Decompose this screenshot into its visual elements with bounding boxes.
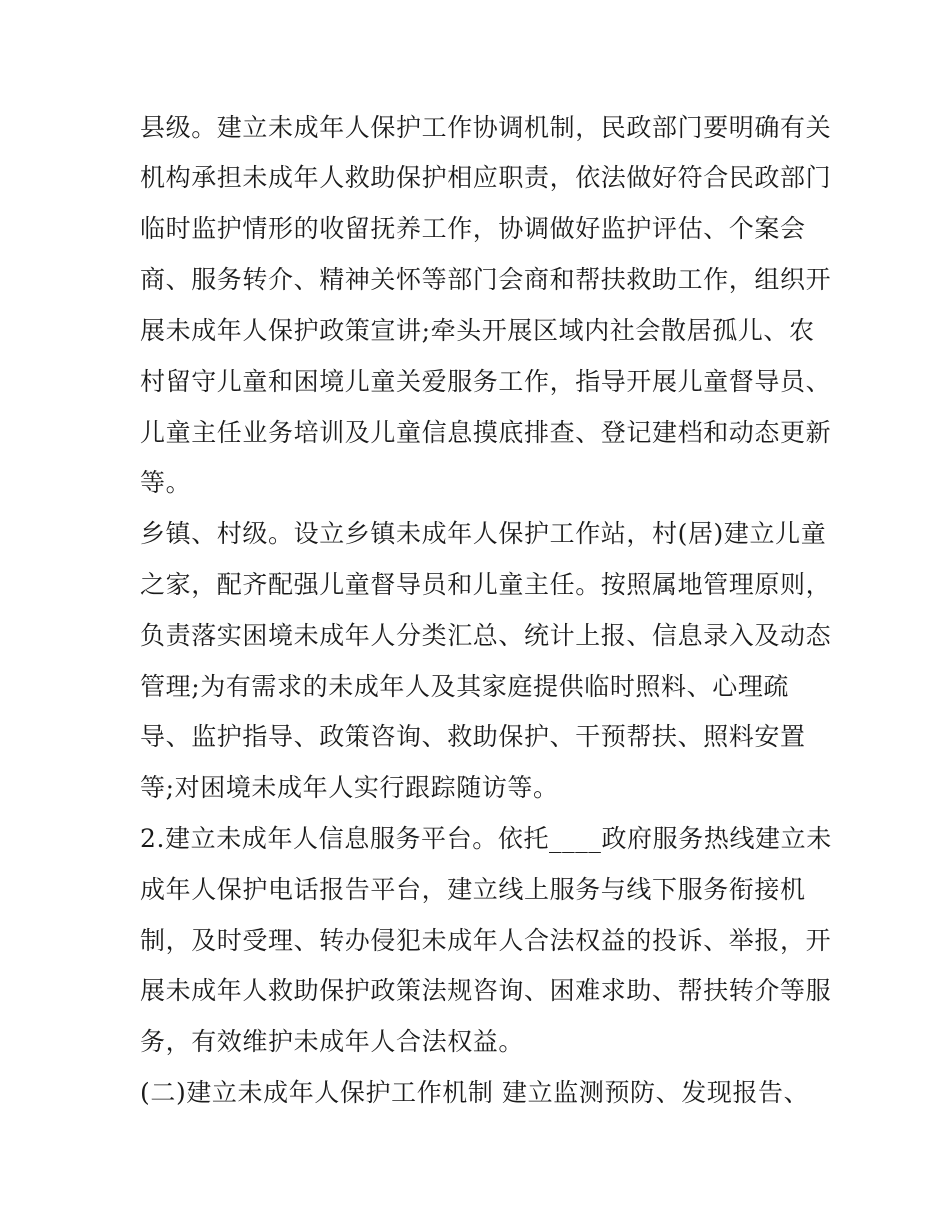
text-line: 展未成年人保护政策宣讲;牵头开展区域内社会散居孤儿、农: [140, 316, 815, 345]
text-line: 等。: [140, 468, 192, 497]
text-line: 儿童主任业务培训及儿童信息摸底排查、登记建档和动态更新: [140, 418, 832, 447]
text-line: 成年人保护电话报告平台，建立线上服务与线下服务衔接机: [140, 875, 806, 904]
text-line: 负责落实困境未成年人分类汇总、统计上报、信息录入及动态: [140, 621, 832, 650]
text-line: 导、监护指导、政策咨询、救助保护、干预帮扶、照料安置: [140, 722, 806, 751]
text-line: 2.建立未成年人信息服务平台。依托____政府服务热线建立未: [140, 824, 832, 853]
text-line: 展未成年人救助保护政策法规咨询、困难求助、帮扶转介等服: [140, 976, 832, 1005]
text-line: 县级。建立未成年人保护工作协调机制，民政部门要明确有关: [140, 113, 832, 142]
text-line: 机构承担未成年人救助保护相应职责，依法做好符合民政部门: [140, 163, 832, 192]
text-line: 之家，配齐配强儿童督导员和儿童主任。按照属地管理原则，: [140, 570, 832, 599]
text-line: 等;对困境未成年人实行跟踪随访等。: [140, 773, 559, 802]
text-line: 管理;为有需求的未成年人及其家庭提供临时照料、心理疏: [140, 672, 790, 701]
text-line: 制，及时受理、转办侵犯未成年人合法权益的投诉、举报，开: [140, 926, 832, 955]
text-line: 临时监护情形的收留抚养工作，协调做好监护评估、个案会: [140, 214, 806, 243]
text-line: 务，有效维护未成年人合法权益。: [140, 1027, 525, 1056]
text-line: 村留守儿童和困境儿童关爱服务工作，指导开展儿童督导员、: [140, 367, 832, 396]
text-line: 乡镇、村级。设立乡镇未成年人保护工作站，村(居)建立儿童: [140, 519, 827, 548]
text-line: 商、服务转介、精神关怀等部门会商和帮扶救助工作，组织开: [140, 265, 832, 294]
text-line: (二)建立未成年人保护工作机制 建立监测预防、发现报告、: [140, 1078, 810, 1107]
